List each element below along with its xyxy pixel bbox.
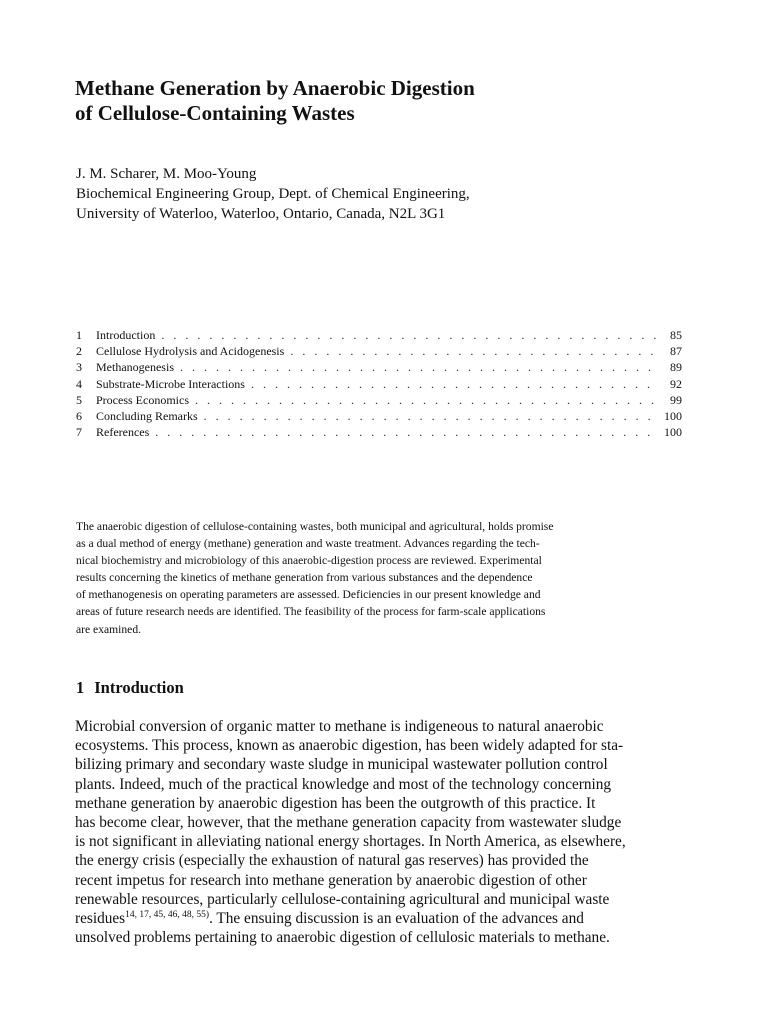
toc-leader-dots (180, 359, 656, 375)
body-line: the energy crisis (especially the exhaustion of natural gas reserves) has provided the (75, 852, 589, 870)
abstract-line: areas of future research needs are identified. The feasibility of the process for farm-scale applications (76, 605, 546, 619)
toc-entry-page: 89 (670, 360, 682, 375)
body-line-with-citation (75, 909, 715, 928)
toc-entry (76, 424, 682, 440)
toc-entry-title: References (96, 425, 150, 440)
section-heading-introduction (76, 678, 184, 698)
abstract-line: are examined. (76, 622, 142, 636)
toc-entry-number: 6 (76, 408, 82, 423)
body-line: is not significant in alleviating national energy shortages. In North America, as elsewhere, (75, 833, 626, 851)
toc-entry-page: 100 (664, 408, 682, 423)
toc-entry (76, 343, 682, 359)
toc-entry (76, 359, 682, 375)
body-line: ecosystems. This process, known as anaerobic digestion, has been widely adapted for sta- (75, 737, 624, 755)
body-line: bilizing primary and secondary waste sludge in municipal wastewater pollution control (75, 756, 608, 774)
toc-entry (76, 327, 682, 343)
body-line: renewable resources, particularly cellulose-containing agricultural and municipal waste (75, 890, 610, 908)
abstract-line: as a dual method of energy (methane) generation and waste treatment. Advances regarding the tech- (76, 537, 540, 551)
toc-entry-title: Process Economics (96, 392, 189, 407)
toc-leader-dots (251, 376, 656, 392)
toc-entry-title: Concluding Remarks (96, 408, 198, 423)
toc-entry-title: Cellulose Hydrolysis and Acidogenesis (96, 344, 285, 359)
author-names: J. M. Scharer, M. Moo-Young (76, 166, 257, 182)
abstract-line: of methanogenesis on operating parameters are assessed. Deficiencies in our present knowledge and (76, 588, 541, 602)
toc-leader-dots (195, 392, 656, 408)
toc-entry-page: 99 (670, 392, 682, 407)
body-line: methane generation by anaerobic digestion has been the outgrowth of this practice. It (75, 794, 596, 812)
toc-entry-page: 100 (664, 425, 682, 440)
toc-leader-dots (155, 424, 656, 440)
toc-entry-title: Substrate-Microbe Interactions (96, 376, 245, 391)
introduction-paragraph (75, 717, 715, 947)
toc-entry-page: 87 (670, 344, 682, 359)
body-line: Microbial conversion of organic matter to methane is indigeneous to natural anaerobic (75, 718, 604, 735)
toc-entry-number: 5 (76, 392, 82, 407)
body-line-text: . The ensuing discussion is an evaluation of the advances and (209, 910, 584, 928)
toc-entry (76, 408, 682, 424)
body-line: plants. Indeed, much of the practical knowledge and most of the technology concerning (75, 775, 612, 793)
body-line: unsolved problems pertaining to anaerobic digestion of cellulosic materials to methane. (75, 929, 610, 947)
toc-entry-title: Methanogenesis (96, 360, 174, 375)
toc-entry-title: Introduction (96, 328, 156, 342)
toc-entry-number: 4 (76, 376, 82, 391)
paper-title (75, 76, 715, 126)
abstract-line: results concerning the kinetics of methane generation from various substances and the dependence (76, 571, 533, 585)
paper-title-line-2: of Cellulose-Containing Wastes (75, 101, 355, 125)
toc-leader-dots (204, 408, 656, 424)
body-line-text: residues (75, 910, 126, 928)
toc-entry-number: 2 (76, 344, 82, 359)
toc-entry-page: 85 (670, 328, 682, 342)
toc-leader-dots (290, 343, 656, 359)
abstract-line: nical biochemistry and microbiology of this anaerobic-digestion process are reviewed. Experimental (76, 554, 542, 568)
toc-entry (76, 376, 682, 392)
section-number: 1 (76, 678, 85, 697)
body-line: has become clear, however, that the methane generation capacity from wastewater sludge (75, 814, 622, 832)
toc-entry-number: 3 (76, 360, 82, 375)
toc-entry (76, 392, 682, 408)
toc-entry-number: 1 (76, 328, 82, 342)
body-line: recent impetus for research into methane generation by anaerobic digestion of other (75, 871, 587, 889)
abstract (76, 518, 700, 638)
toc-leader-dots (161, 327, 656, 343)
table-of-contents (76, 327, 682, 440)
affiliation-line-1: Biochemical Engineering Group, Dept. of Chemical Engineering, (76, 186, 470, 202)
toc-entry-page: 92 (670, 376, 682, 391)
paper-title-line-1: Methane Generation by Anaerobic Digestion (75, 76, 475, 100)
toc-entry-number: 7 (76, 425, 82, 440)
affiliation-line-2: University of Waterloo, Waterloo, Ontario, Canada, N2L 3G1 (76, 206, 446, 222)
abstract-line: The anaerobic digestion of cellulose-containing wastes, both municipal and agricultural, holds promise (76, 520, 554, 533)
author-block (76, 164, 470, 224)
citation-superscript: 14, 17, 45, 46, 48, 55) (125, 910, 210, 921)
section-title: Introduction (94, 678, 184, 697)
